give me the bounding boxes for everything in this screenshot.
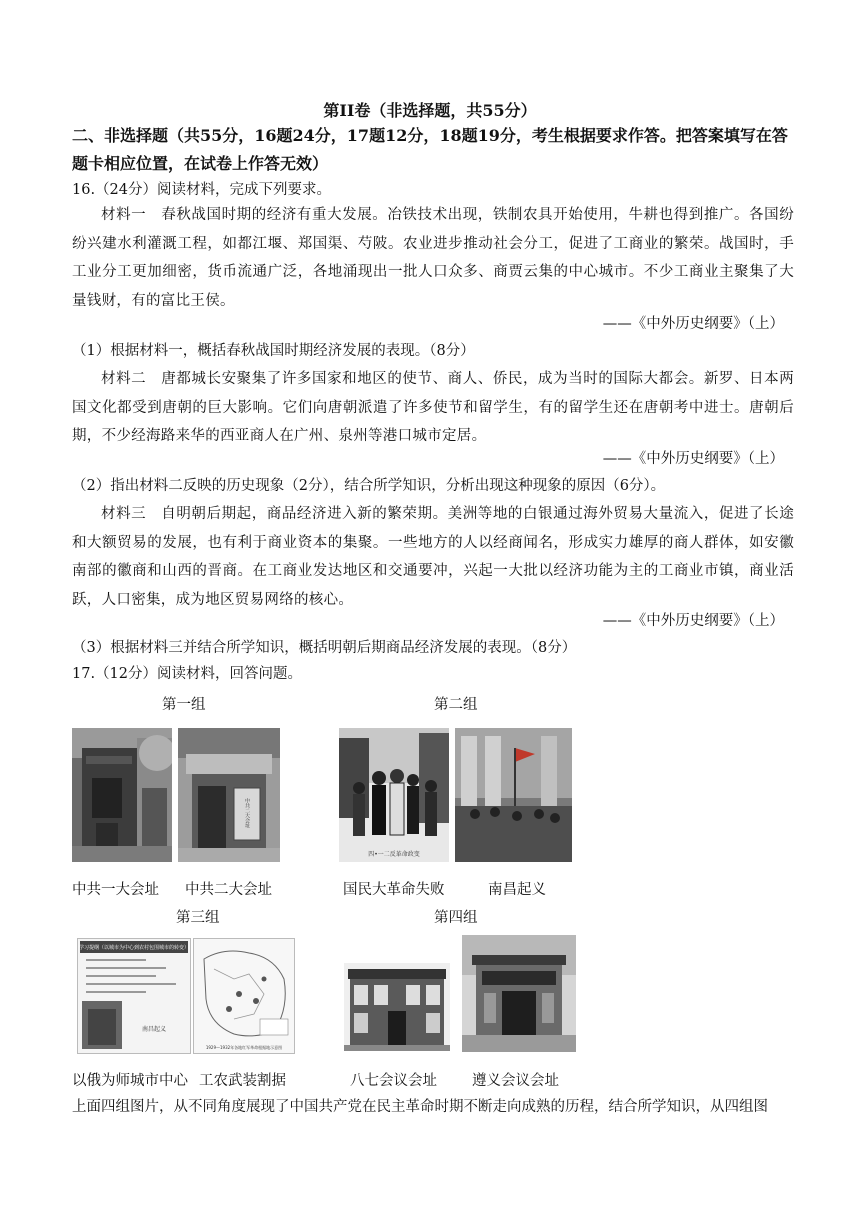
photo-zunyi-meeting-site [462, 935, 576, 1052]
group-3-label: 第三组 [176, 910, 220, 926]
caption-soviet-model: 以俄为师城市中心 [72, 1073, 188, 1089]
caption-first-congress: 中共一大会址 [72, 882, 159, 898]
group-1-label: 第一组 [162, 697, 206, 713]
photo-base-area-map [193, 938, 295, 1054]
q16-sub-1: （1）根据材料一，概括春秋战国时期经济发展的表现。（8分） [72, 343, 475, 359]
q16-source-2: ——《中外历史纲要》（上） [602, 451, 784, 467]
q17-stem: 17.（12分）阅读材料，回答问题。 [72, 666, 303, 682]
q16-stem: 16.（24分）阅读材料，完成下列要求。 [72, 182, 332, 198]
group-2-label: 第二组 [434, 697, 478, 713]
q16-material-1: 材料一 春秋战国时期的经济有重大发展。冶铁技术出现，铁制农具开始使用，牛耕也得到推广。各国纷纷兴建水利灌溉工程，如都江堰、郑国渠、芍陂。农业进步推动社会分工，促进了工商业的繁荣。战国时，手工业分工更加细密，货币流通广泛，各地涌现出一批人口众多、商贾云集的中心城市。不少工商业主聚集了大量钱财，有的富比王侯。 [72, 207, 794, 309]
q16-source-1: ——《中外历史纲要》（上） [602, 316, 784, 332]
doc-header: 学习提纲（以城市为中心到农村包围城市的转变） [78, 945, 190, 951]
section-title: 第II卷（非选择题，共55分） [323, 101, 537, 120]
caption-zunyi-meeting: 遵义会议会址 [472, 1073, 559, 1089]
plaque-text: 中共二大会址 [244, 798, 250, 828]
photo-study-outline [77, 938, 191, 1054]
caption-august-seventh-meeting: 八七会议会址 [350, 1073, 437, 1089]
photo-3-caption: 四•一二反革命政变 [368, 851, 420, 858]
photo-first-congress-site [72, 728, 172, 862]
q16-sub-2: （2）指出材料二反映的历史现象（2分），结合所学知识，分析出现这种现象的原因（6分）。 [72, 478, 666, 494]
caption-armed-separatism: 工农武装割据 [199, 1073, 286, 1089]
caption-nanchang-uprising: 南昌起义 [488, 882, 546, 898]
group-4-label: 第四组 [434, 910, 478, 926]
q16-source-3: ——《中外历史纲要》（上） [602, 613, 784, 629]
q17-closing: 上面四组图片，从不同角度展现了中国共产党在民主革命时期不断走向成熟的历程，结合所学知识，从四组图 [72, 1099, 768, 1115]
photo-nanchang-uprising [455, 728, 572, 862]
section-heading: 二、非选择题（共55分，16题24分，17题12分，18题19分，考生根据要求作答。把答案填写在答题卡相应位置，在试卷上作答无效） [72, 126, 788, 173]
q16-material-3: 材料三 自明朝后期起，商品经济进入新的繁荣期。美洲等地的白银通过海外贸易大量流入，促进了长途和大额贸易的发展，也有利于商业资本的集聚。一些地方的人以经商闻名，形成实力雄厚的商人群体，如安徽南部的徽商和山西的晋商。在工商业发达地区和交通要冲，兴起一大批以经济功能为主的工商业市镇，商业活跃，人口密集，成为地区贸易网络的核心。 [72, 506, 794, 608]
q16-sub-3: （3）根据材料三并结合所学知识，概括明朝后期商品经济发展的表现。（8分） [72, 640, 577, 656]
map-caption: 1929—1932年各地红军革命根据地示意图 [205, 1045, 283, 1050]
photo-revolution-failure [339, 728, 449, 862]
caption-revolution-failure: 国民大革命失败 [343, 882, 445, 898]
photo-august-seventh-meeting-site [344, 963, 450, 1051]
photo-second-congress-site [178, 728, 280, 862]
q16-material-2: 材料二 唐都城长安聚集了许多国家和地区的使节、商人、侨民，成为当时的国际大都会。新罗、日本两国文化都受到唐朝的巨大影响。它们向唐朝派遣了许多使节和留学生，有的留学生还在唐朝考中进士。唐朝后期，不少经海路来华的西亚商人在广州、泉州等港口城市定居。 [72, 371, 794, 444]
doc-label: 南昌起义 [141, 1026, 167, 1033]
caption-second-congress: 中共二大会址 [185, 882, 272, 898]
